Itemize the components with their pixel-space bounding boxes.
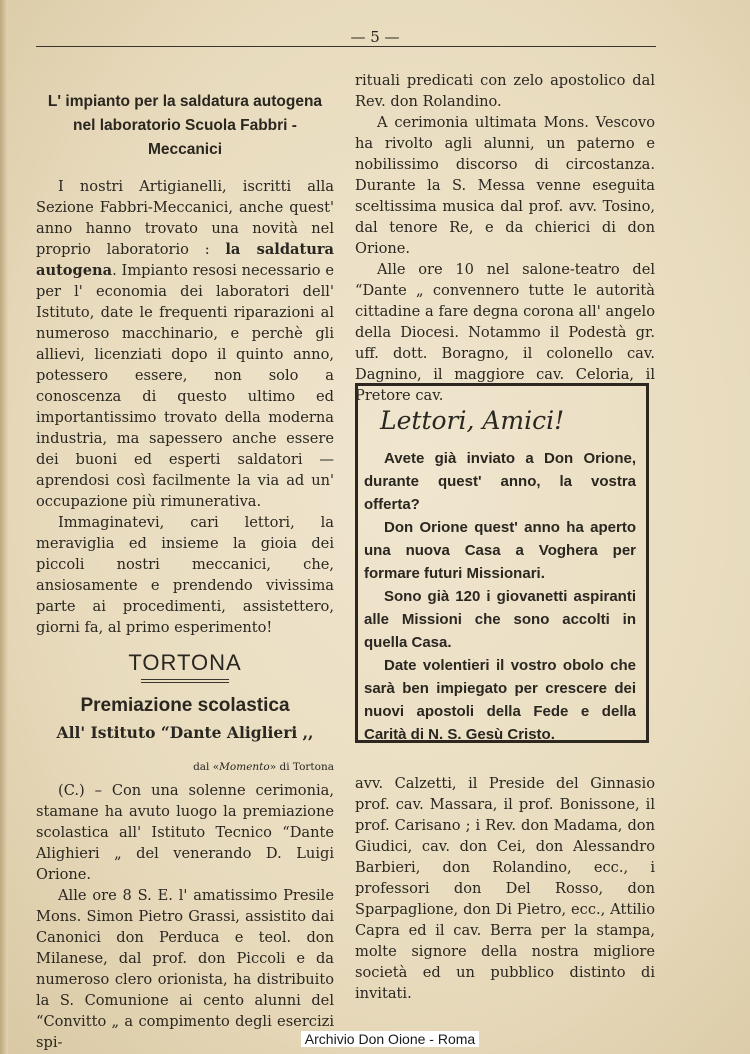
paragraph-saldatura-2: Immaginatevi, cari lettori, la meraviglia ed insieme la gioia dei piccoli nostri meccanici, che, ansiosamente e prendendo vivissima parte ai procedimenti, assistettero, giorni fa, al primo esperimento! <box>36 514 334 636</box>
paragraph-right-4: avv. Calzetti, il Preside del Ginnasio prof. cav. Massara, il prof. Bonissone, il prof. Carisano ; i Rev. don Madama, don Giudici, cav. don Cei, don Alessandro Barbieri, don Rolandino, ecc., i professori don Del Rosso, don Sparpaglione, don Di Pietro, ecc., Attilio Capra ed il cav. Berra per la stampa, molte signore della nostra migliore società ed un pubblico distinto di invitati. <box>355 775 655 1002</box>
page-number: — 5 — <box>350 28 400 46</box>
paragraph-right-1: rituali predicati con zelo apostolico dal Rev. don Rolandino. <box>355 72 655 110</box>
appeal-box-title: Lettori, Amici! <box>380 406 565 435</box>
page-margin-shadow <box>0 0 8 1054</box>
appeal-box-body <box>364 447 636 746</box>
article-title-premiazione: Premiazione scolastica <box>80 695 290 716</box>
paragraph-right-2: A cerimonia ultimata Mons. Vescovo ha rivolto agli alunni, un paterno e nobilissimo discorso di circostanza. Durante la S. Messa venne eseguita sceltissima musica dal prof. avv. Tosino, dal tenore Re, e da chierici di don Orione. <box>355 114 655 257</box>
bold-text: la saldatura autogena <box>36 241 334 279</box>
appeal-paragraph-2: Don Orione quest' anno ha aperto una nuova Casa a Voghera per formare futuri Missionari. <box>364 519 636 582</box>
appeal-paragraph-1: Avete già inviato a Don Orione, durante quest' anno, la vostra offerta? <box>364 450 636 513</box>
paragraph-premiazione-1: (C.) – Con una solenne cerimonia, stamane ha avuto luogo la premiazione scolastica all' Istituto Tecnico “Dante Alighieri „ del venerando D. Luigi Orione. <box>36 782 334 883</box>
right-column-top <box>355 70 655 406</box>
double-rule <box>141 679 229 683</box>
article-subtitle: All' Istituto “Dante Aliglieri ,, <box>56 723 314 742</box>
text: I nostri Artigianelli, iscritti alla Sezione Fabbri-Meccanici, anche quest' anno hanno trovato una novità nel proprio laboratorio : <box>36 178 334 258</box>
article-source: dal «Momento» di Tortona <box>193 761 334 773</box>
paragraph-right-3: Alle ore 10 nel salone-teatro del “Dante „ convennero tutte le autorità cittadine a fare degna corona all' angelo della Diocesi. Notammo il Podestà gr. uff. dott. Boragno, il colonello cav. Dagnino, il maggiore cav. Celoria, il Pretore cav. <box>355 261 655 404</box>
archive-footer <box>0 1031 750 1047</box>
footer-label: Archivio Don Oione - Roma <box>301 1031 479 1047</box>
appeal-box <box>355 383 649 743</box>
appeal-paragraph-3: Sono già 120 i giovanetti aspiranti alle Missioni che sono accolti in quella Casa. <box>364 588 636 651</box>
heading-line-1: L' impianto per la saldatura autogena <box>47 93 323 110</box>
heading-line-2: nel laboratorio Scuola Fabbri - Meccanici <box>73 117 297 158</box>
right-column-bottom <box>355 773 655 1004</box>
appeal-paragraph-4: Date volentieri il vostro obolo che sarà ben impiegato per crescere dei nuovi apostoli della Fede e della Carità di N. S. Gesù Cristo. <box>364 657 636 743</box>
text: . Impianto resosi necessario e per l' economia dei laboratori dell' Istituto, date le frequenti riparazioni al numeroso macchinario, e perchè gli allievi, licenziati dopo il quinto anno, potessero essere, non solo a conoscenza di questo ultimo ed importantissimo trovato della moderna industria, ma sapessero anche essere dei buoni ed esperti saldatori — aprendosi così facilmente la via ad un' occupazione più rimunerativa. <box>36 262 334 510</box>
section-title-tortona: TORTONA <box>128 650 242 675</box>
header-rule <box>36 46 656 47</box>
article-heading-saldatura <box>36 90 334 162</box>
paragraph-premiazione-2: Alle ore 8 S. E. l' amatissimo Presile Mons. Simon Pietro Grassi, assistito dai Canonici don Perduca e teol. don Milanese, dal prof. don Piccoli e da numeroso clero orionista, ha distribuito la S. Comunione ai cento alunni del “Convitto „ a compimento degli esercizi spi- <box>36 887 334 1051</box>
left-column <box>36 90 334 1053</box>
paragraph-saldatura-1 <box>36 176 334 512</box>
